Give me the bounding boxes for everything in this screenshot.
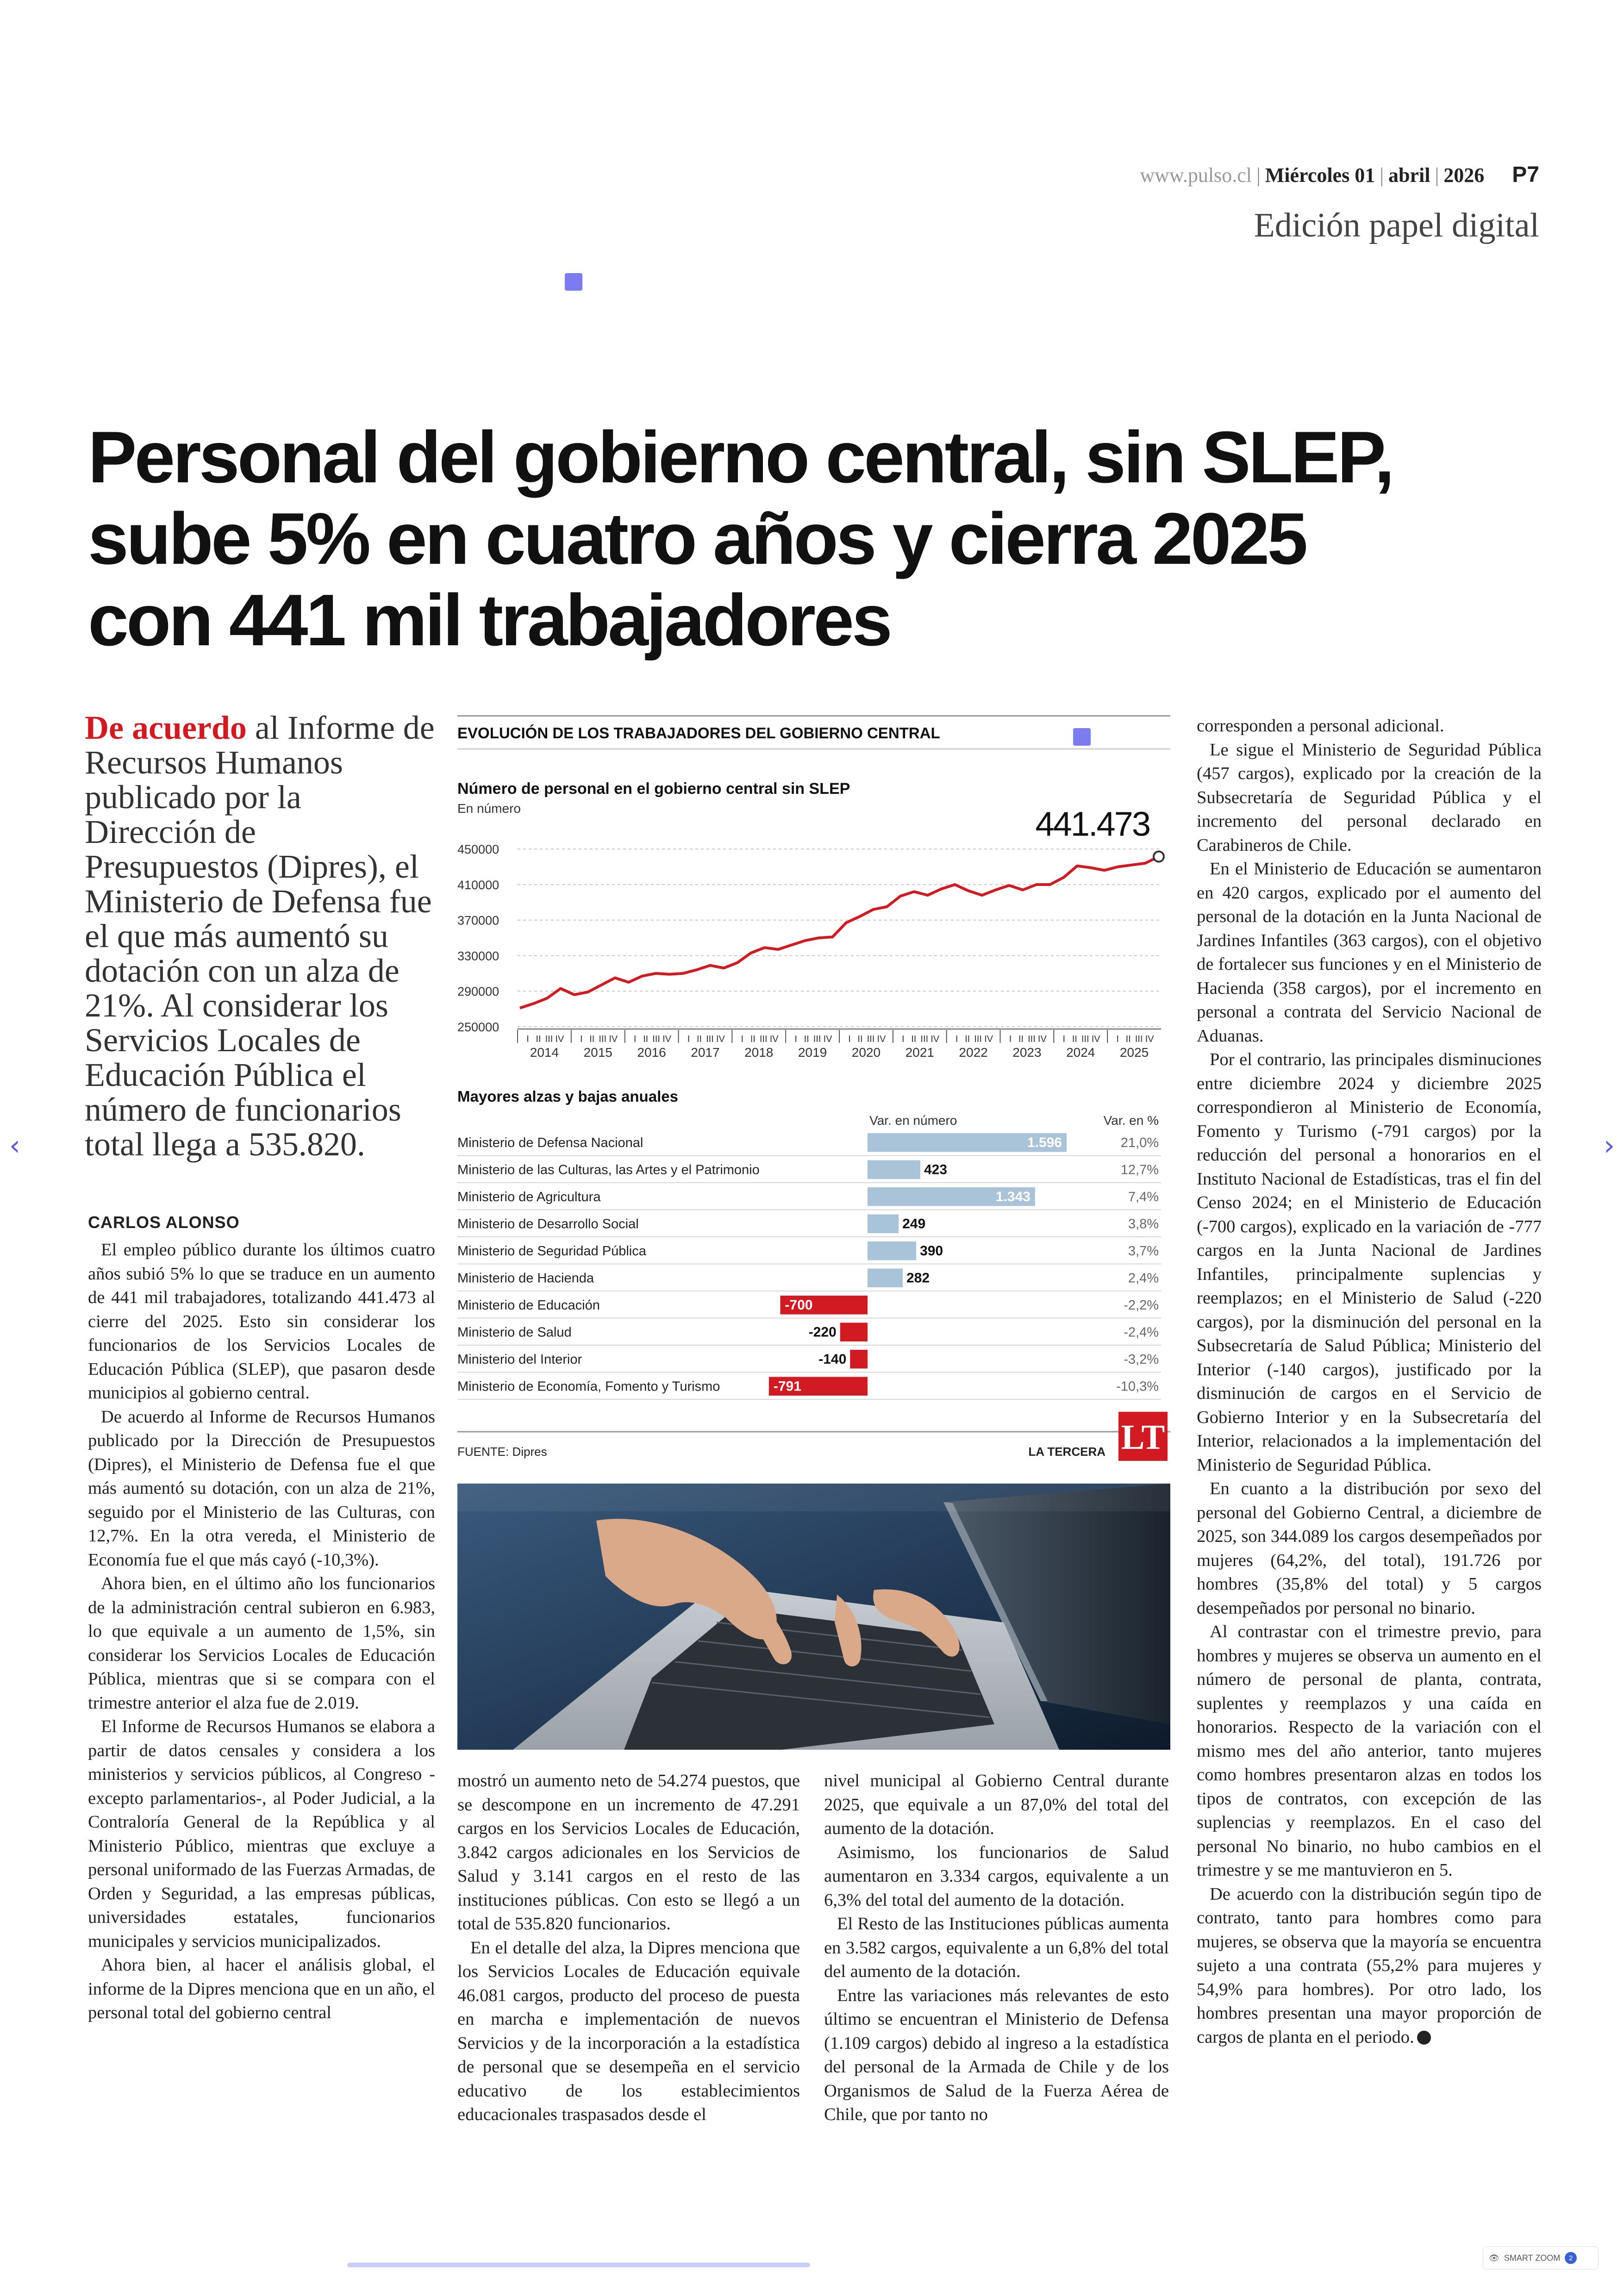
paragraph: De acuerdo con la distribución según tipo de contrato, tanto para hombres como para mujeres, se observa que la mayoría se encuentra sujeto a una contrata (55,2% para mujeres y 54,9% para hombres). Por otro lado, los hombres presentan una mayor proporción de cargos de planta en el periodo.	[1197, 1884, 1542, 2047]
paragraph: En cuanto a la distribución por sexo del personal del Gobierno Central, a diciembre de 2025, son 344.089 los cargos desempeñados por mujeres (64,2%, del total), 191.726 por hombres (35,8% del total) y 5 cargos desempeñados por personal no binario.	[1197, 1479, 1542, 1618]
x-quarter-label: II	[589, 1034, 595, 1044]
x-quarter-label: III	[652, 1034, 660, 1044]
paragraph: nivel municipal al Gobierno Central durante 2025, que equivale a un 87,0% del total del aumento de la dotación.	[824, 1771, 1169, 1838]
bar	[868, 1241, 916, 1260]
x-quarter-label: II	[696, 1034, 702, 1044]
paragraph: corresponden a personal adicional.	[1197, 716, 1444, 736]
bar-value-label: -791	[773, 1378, 801, 1394]
body-column-1	[88, 1238, 435, 2025]
x-quarter-label: II	[1018, 1034, 1024, 1044]
bar-value-label: 1.596	[1027, 1135, 1062, 1150]
body-column-3	[824, 1769, 1169, 2127]
headline-line-1: Personal del gobierno central, sin SLEP,	[88, 417, 1393, 498]
x-quarter-label: III	[759, 1034, 768, 1044]
page-header: www.pulso.cl | Miércoles 01 | abril | 2026 P7	[1140, 162, 1539, 187]
x-quarter-label: IV	[1145, 1034, 1154, 1044]
paragraph: Entre las variaciones más relevantes de esto último se encuentran el Ministerio de Defensa (1.109 cargos) debido al ingreso a la estadística del personal de la Armada de Chile y de los Organismos de Salud de la Fuerza Aérea de Chile, que por tanto no	[824, 1985, 1169, 2124]
bar-value-label: 390	[920, 1243, 943, 1259]
header-date-year: 2026	[1443, 164, 1485, 187]
x-quarter-label: I	[1116, 1034, 1119, 1044]
x-year-label: 2017	[691, 1045, 720, 1060]
x-quarter-label: III	[867, 1034, 875, 1044]
bar-percent-label: -2,2%	[1124, 1298, 1159, 1313]
x-quarter-label: I	[633, 1034, 637, 1044]
bar-category-label: Ministerio de Seguridad Pública	[457, 1244, 646, 1259]
x-quarter-label: IV	[769, 1034, 779, 1044]
paragraph: Por el contrario, las principales disminuciones entre diciembre 2024 y diciembre 2025 correspondieron al Ministerio de Economía, Fomento y Turismo (-791 cargos) por la reducción del personal a honorarios en el Instituto Nacional de Estadísticas, tras el fin del Censo 2024; en el Ministerio de Educación (-700 cargos), explicado en la variación de -777 cargos en la Junta Nacional de Jardines Infantiles, principalmente suplencias y reemplazos; en el Ministerio de Salud (-220 cargos), por la disminución del personal en la Subsecretaría de Salud Pública; Ministerio del Interior (-140 cargos), justificado por la disminución de cargos en el Servicio de Gobierno Interior y en la Subsecretaría del Interior, relacionados a la implementación del Ministerio de Seguridad Pública.	[1197, 1050, 1542, 1475]
x-year-label: 2016	[637, 1045, 666, 1060]
last-point-marker	[1154, 852, 1164, 862]
series-line-personal	[520, 857, 1159, 1008]
x-year-label: 2015	[583, 1045, 612, 1060]
x-quarter-label: I	[687, 1034, 690, 1044]
x-quarter-label: I	[741, 1034, 744, 1044]
chart-brand: LA TERCERA	[1028, 1445, 1106, 1459]
chart-block	[457, 715, 1170, 1465]
bar	[868, 1215, 899, 1234]
laptop-photo	[457, 1484, 1170, 1750]
x-quarter-label: II	[911, 1034, 917, 1044]
x-quarter-label: III	[599, 1034, 607, 1044]
bar-percent-label: -2,4%	[1124, 1325, 1159, 1340]
bar-category-label: Ministerio de Agricultura	[457, 1190, 601, 1204]
bar-category-label: Ministerio de Defensa Nacional	[457, 1135, 643, 1150]
x-quarter-label: II	[750, 1034, 756, 1044]
x-year-label: 2022	[959, 1045, 988, 1060]
edition-label: Edición papel digital	[1254, 206, 1539, 244]
x-quarter-label: IV	[984, 1034, 993, 1044]
chart-svg	[457, 715, 1170, 1465]
y-tick-label: 410000	[457, 878, 500, 892]
paragraph: Al contrastar con el trimestre previo, para hombres y mujeres se observa un aumento en el número de personal de planta, contrata, suplentes y reemplazos y una caída en honorarios. Respecto de la variación con el mismo mes del año anterior, tanto mujeres como hombres presentaron alzas en todos los tipos de contratos, con excepción de las suplencias y reemplazos. En el caso del personal No binario, no hubo cambios en el trimestre y se me mantuvieron en 5.	[1197, 1622, 1542, 1880]
x-year-label: 2018	[744, 1045, 774, 1060]
page-number: P7	[1512, 162, 1539, 187]
eye-icon: 👁	[1489, 2253, 1499, 2263]
x-quarter-label: III	[1081, 1034, 1089, 1044]
x-quarter-label: II	[1125, 1034, 1131, 1044]
y-tick-label: 450000	[457, 842, 500, 857]
x-quarter-label: IV	[931, 1034, 940, 1044]
line-chart-title: Número de personal en el gobierno central sin SLEP	[457, 780, 850, 798]
x-year-label: 2020	[851, 1045, 881, 1060]
x-quarter-label: I	[1062, 1034, 1066, 1044]
header-date-month: abril	[1388, 164, 1430, 187]
chevron-right-icon[interactable]: ›	[1604, 1129, 1615, 1162]
x-quarter-label: I	[794, 1034, 797, 1044]
x-quarter-label: IV	[716, 1034, 725, 1044]
paragraph: El Resto de las Instituciones públicas aumenta en 3.582 cargos, equivalente a un 6,8% del total del aumento de la dotación.	[824, 1914, 1169, 1981]
x-quarter-label: IV	[1037, 1034, 1047, 1044]
x-year-label: 2014	[530, 1045, 559, 1060]
smart-zoom-label: SMART ZOOM	[1504, 2253, 1561, 2263]
bar-value-label: 1.343	[995, 1189, 1031, 1204]
x-quarter-label: I	[902, 1034, 905, 1044]
x-quarter-label: II	[857, 1034, 863, 1044]
x-quarter-label: I	[848, 1034, 851, 1044]
y-tick-label: 370000	[457, 913, 500, 928]
x-quarter-label: III	[706, 1034, 714, 1044]
headline-line-2: sube 5% en cuatro años y cierra 2025	[88, 498, 1306, 580]
x-quarter-label: II	[804, 1034, 809, 1044]
chart-section-title: EVOLUCIÓN DE LOS TRABAJADORES DEL GOBIERNO CENTRAL	[457, 724, 940, 742]
bar-value-label: 249	[902, 1216, 926, 1232]
byline: CARLOS ALONSO	[88, 1213, 240, 1232]
y-tick-label: 290000	[457, 985, 500, 999]
x-quarter-label: III	[545, 1034, 553, 1044]
bar-percent-label: -3,2%	[1124, 1352, 1159, 1367]
bar-value-label: 282	[906, 1270, 930, 1286]
x-quarter-label: IV	[877, 1034, 886, 1044]
bar-category-label: Ministerio de las Culturas, las Artes y el Patrimonio	[457, 1162, 760, 1178]
highlight-value-label: 441.473	[1035, 804, 1149, 843]
lead-text: al Informe de Recursos Humanos publicado por la Dirección de Presupuestos (Dipres), el Ministerio de Defensa fue el que más aumentó su dotación con un alza de 21%. Al considerar los Servicios Locales de Educación Pública el número de funcionarios total llega a 535.820.	[85, 709, 435, 1163]
x-quarter-label: II	[965, 1034, 970, 1044]
paragraph: De acuerdo al Informe de Recursos Humanos publicado por la Dirección de Presupuestos (Dipres), el Ministerio de Defensa fue el que más aumentó su dotación, con un alza de 21%, seguido por el Ministerio de las Culturas, con 12,7%. En la otra vereda, el Ministerio de Economía fue el que más cayó (-10,3%).	[88, 1407, 435, 1570]
x-quarter-label: I	[955, 1034, 958, 1044]
x-quarter-label: IV	[609, 1034, 618, 1044]
x-quarter-label: II	[1072, 1034, 1077, 1044]
bar-percent-label: 2,4%	[1128, 1271, 1159, 1286]
paragraph: Ahora bien, en el último año los funcionarios de la administración central subieron en 6.983, lo que equivale a un aumento de 1,5%, sin considerar los Servicios Locales de Educación Pública, mientras que si se compara con el trimestre anterior el alza fue de 2.019.	[88, 1574, 435, 1713]
x-year-label: 2024	[1066, 1045, 1095, 1060]
page-scrollbar[interactable]	[347, 2263, 810, 2267]
bar-percent-label: -10,3%	[1116, 1379, 1159, 1394]
paragraph: Asimismo, los funcionarios de Salud aumentaron en 3.334 cargos, equivalente a un 6,3% del total del aumento de la dotación.	[824, 1842, 1169, 1910]
bar-category-label: Ministerio de Educación	[457, 1298, 600, 1313]
x-year-label: 2023	[1012, 1045, 1042, 1060]
headline	[88, 417, 1477, 661]
x-quarter-label: I	[526, 1034, 529, 1044]
bar-chart-title: Mayores alzas y bajas anuales	[457, 1088, 678, 1105]
x-quarter-label: IV	[662, 1034, 671, 1044]
smart-zoom-button[interactable]	[1483, 2246, 1599, 2270]
paragraph: mostró un aumento neto de 54.274 puestos, que se descompone en un incremento de 47.291 cargos en los Servicios Locales de Educación, 3.842 cargos adicionales en los Servicios de Salud y 3.141 cargos en el resto de las instituciones públicas. Con esto se llegó a un total de 535.820 funcionarios.	[457, 1771, 800, 1933]
y-tick-label: 250000	[457, 1020, 500, 1034]
chevron-left-icon[interactable]: ‹	[9, 1129, 20, 1162]
bar-percent-label: 7,4%	[1128, 1190, 1159, 1204]
bar-value-label: -700	[785, 1297, 813, 1313]
line-chart-subtitle: En número	[457, 801, 521, 816]
bar-col-number-header: Var. en número	[869, 1113, 957, 1128]
bar-value-label: -220	[808, 1324, 837, 1340]
paragraph: En el Ministerio de Educación se aumentaron en 420 cargos, explicado por el aumento del personal de la dotación en la Junta Nacional de Jardines Infantiles (363 cargos), con el objetivo de fortalecer sus funciones y en el Ministerio de Hacienda (358 cargos), por el incremento en personal a contrata del Servicio Nacional de Aduanas.	[1197, 859, 1542, 1046]
x-quarter-label: III	[1135, 1034, 1143, 1044]
x-quarter-label: I	[580, 1034, 583, 1044]
body-column-2	[457, 1769, 800, 2127]
bar	[868, 1269, 903, 1288]
x-year-label: 2019	[798, 1045, 827, 1060]
bar-category-label: Ministerio de Hacienda	[457, 1271, 594, 1286]
bar-category-label: Ministerio de Desarrollo Social	[457, 1216, 639, 1232]
x-quarter-label: IV	[823, 1034, 832, 1044]
bar-percent-label: 3,8%	[1128, 1216, 1159, 1232]
headline-line-3: con 441 mil trabajadores	[88, 580, 890, 661]
x-quarter-label: III	[813, 1034, 821, 1044]
paragraph: Le sigue el Ministerio de Seguridad Pública (457 cargos), explicado por la creación de la Subsecretaría de Seguridad Pública y el incremento del personal declarado en Carabineros de Chile.	[1197, 740, 1542, 855]
lead-paragraph	[85, 711, 437, 1162]
x-quarter-label: II	[536, 1034, 541, 1044]
bar-category-label: Ministerio de Economía, Fomento y Turismo	[457, 1379, 720, 1394]
x-quarter-label: I	[1009, 1034, 1012, 1044]
x-quarter-label: III	[974, 1034, 982, 1044]
bar-category-label: Ministerio de Salud	[457, 1325, 572, 1340]
bar	[850, 1350, 868, 1369]
bar-percent-label: 12,7%	[1120, 1162, 1159, 1178]
bar-value-label: -140	[818, 1352, 847, 1367]
y-tick-label: 330000	[457, 949, 500, 963]
site-url[interactable]: www.pulso.cl	[1140, 164, 1252, 187]
x-quarter-label: III	[920, 1034, 929, 1044]
x-quarter-label: II	[643, 1034, 649, 1044]
zoom-badge: 2	[1565, 2252, 1577, 2264]
paragraph: El empleo público durante los últimos cuatro años subió 5% lo que se traduce en un aumento de 441 mil trabajadores, totalizando 441.473 al cierre del 2025. Esto sin considerar los funcionarios de los Servicios Locales de Educación Pública (SLEP), que pasaron desde municipios al gobierno central.	[88, 1240, 435, 1403]
paragraph: Ahora bien, al hacer el análisis global, el informe de la Dipres menciona que en un año, el personal total del gobierno central	[88, 1955, 435, 2022]
header-date-day: Miércoles 01	[1265, 164, 1375, 187]
chart-source: FUENTE: Dipres	[457, 1445, 547, 1459]
bar-value-label: 423	[924, 1162, 948, 1178]
x-quarter-label: IV	[555, 1034, 564, 1044]
x-quarter-label: III	[1028, 1034, 1036, 1044]
bar-percent-label: 3,7%	[1128, 1244, 1159, 1259]
bar-category-label: Ministerio del Interior	[457, 1352, 582, 1367]
paragraph: En el detalle del alza, la Dipres menciona que los Servicios Locales de Educación equivale 46.081 cargos, producto del proceso de puesta en marcha e implementación de nuevos Servicios y de la incorporación a la estadística de personal que se desempeña en el servicio educativo de los establecimientos educacionales traspasados desde el	[457, 1938, 800, 2124]
x-year-label: 2025	[1119, 1045, 1149, 1060]
logo-text: LT	[1121, 1418, 1165, 1457]
hotspot-marker[interactable]	[565, 273, 582, 291]
bar	[868, 1160, 920, 1179]
x-year-label: 2021	[905, 1045, 934, 1060]
end-mark-icon	[1417, 2031, 1431, 2045]
paragraph: El Informe de Recursos Humanos se elabora a partir de datos censales y considera a los ministerios y servicios públicos, al Congreso -excepto parlamentarios-, al Poder Judicial, a la Contraloría General de la República y al Ministerio Público, mientras que excluye a personal uniformado de las Fuerzas Armadas, de Orden y Seguridad, a las empresas públicas, universidades estatales, funcionarios municipales y servicios municipalizados.	[88, 1717, 435, 1951]
bar	[840, 1323, 868, 1342]
lead-highlight: De acuerdo	[85, 709, 247, 746]
bar-col-percent-header: Var. en %	[1103, 1113, 1159, 1128]
body-column-4	[1197, 714, 1542, 2049]
x-quarter-label: IV	[1091, 1034, 1100, 1044]
bar-percent-label: 21,0%	[1120, 1135, 1159, 1150]
